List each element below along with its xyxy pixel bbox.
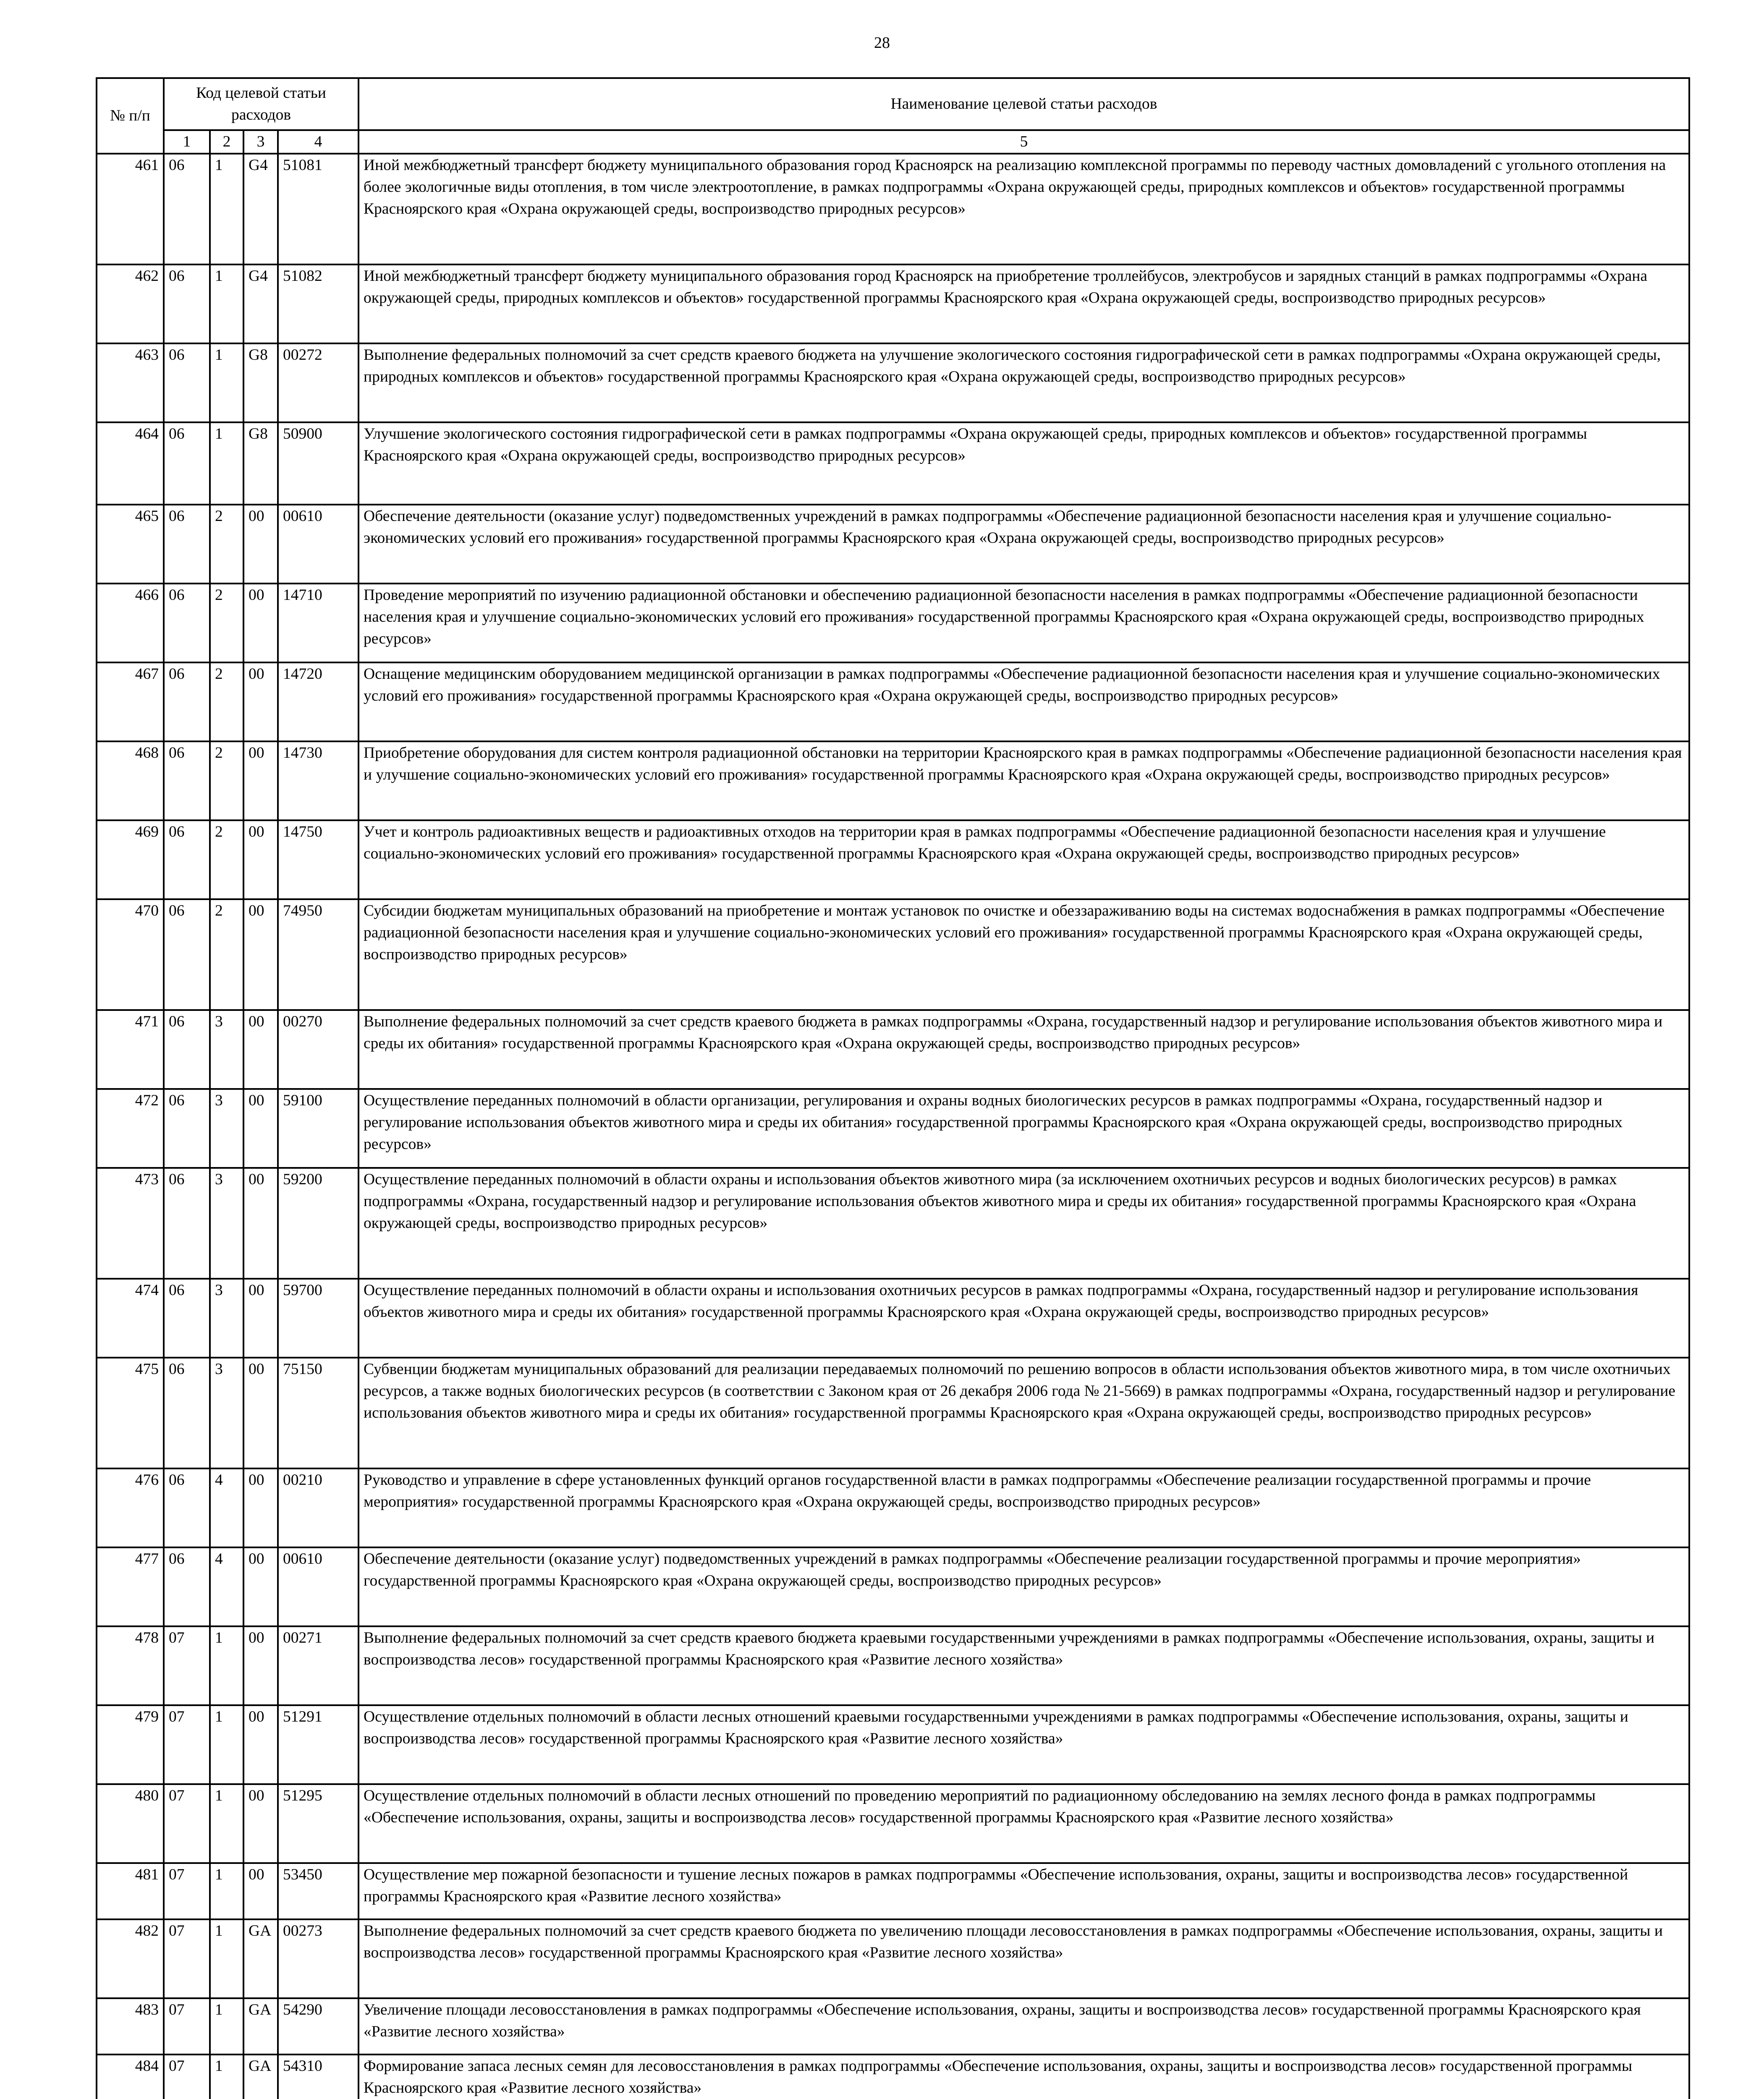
code-part-4: 59700 [278,1279,359,1358]
code-part-2: 3 [210,1168,243,1279]
row-number: 480 [97,1784,164,1863]
code-part-4: 74950 [278,899,359,1010]
code-part-1: 07 [164,1863,210,1919]
code-part-2: 2 [210,662,243,741]
table-row [97,1705,1689,1784]
code-part-4: 00610 [278,1547,359,1626]
item-name: Выполнение федеральных полномочий за счет средств краевого бюджета краевыми государственными учреждениями в рамках подпрограммы «Обеспечение использования, охраны, защиты и воспроизводства лесов» государственной программы Красноярского края «Развитие лесного хозяйства» [359,1626,1689,1705]
header-col-numbers-row [97,130,1689,154]
code-part-3: G4 [243,154,278,264]
row-number: 461 [97,154,164,264]
table-row [97,154,1689,264]
code-part-4: 14750 [278,820,359,899]
code-part-1: 06 [164,1168,210,1279]
code-part-2: 2 [210,741,243,820]
code-part-1: 06 [164,820,210,899]
code-part-3: 00 [243,584,278,662]
page-number: 28 [874,34,890,52]
item-name: Улучшение экологического состояния гидрографической сети в рамках подпрограммы «Охрана окружающей среды, природных комплексов и объектов» государственной программы Красноярского края «Охрана окружающей среды, воспроизводство природных ресурсов» [359,422,1689,505]
item-name: Осуществление переданных полномочий в области охраны и использования охотничьих ресурсов в рамках подпрограммы «Охрана, государственный надзор и регулирование использования объектов животного мира и среды их обитания» государственной программы Красноярского края «Охрана окружающей среды, воспроизводство природных ресурсов» [359,1279,1689,1358]
code-part-2: 1 [210,1998,243,2055]
row-number: 483 [97,1998,164,2055]
row-number: 474 [97,1279,164,1358]
code-part-2: 2 [210,584,243,662]
code-part-4: 50900 [278,422,359,505]
code-part-3: 00 [243,899,278,1010]
code-part-1: 07 [164,2055,210,2099]
row-number: 473 [97,1168,164,1279]
code-part-3: 00 [243,741,278,820]
table-row [97,422,1689,505]
code-part-3: 00 [243,662,278,741]
table-row [97,820,1689,899]
code-part-3: GA [243,1998,278,2055]
code-part-2: 3 [210,1089,243,1168]
code-part-3: 00 [243,1010,278,1089]
row-number: 463 [97,343,164,422]
code-part-1: 06 [164,1279,210,1358]
row-number: 470 [97,899,164,1010]
table-row [97,1863,1689,1919]
code-part-1: 06 [164,584,210,662]
code-part-3: 00 [243,1168,278,1279]
table-row [97,1919,1689,1998]
item-name: Субсидии бюджетам муниципальных образований на приобретение и монтаж установок по очистке и обеззараживанию воды на системах водоснабжения в рамках подпрограммы «Обеспечение радиационной безопасности населения края и улучшение социально-экономических условий его проживания» государственной программы Красноярского края «Охрана окружающей среды, воспроизводство природных ресурсов» [359,899,1689,1010]
row-number: 468 [97,741,164,820]
header-col-4: 4 [278,130,359,154]
table-row [97,584,1689,662]
code-part-4: 14730 [278,741,359,820]
code-part-1: 07 [164,1998,210,2055]
table-row [97,1998,1689,2055]
code-part-1: 06 [164,1358,210,1468]
code-part-4: 51295 [278,1784,359,1863]
code-part-2: 3 [210,1358,243,1468]
code-part-4: 51081 [278,154,359,264]
row-number: 484 [97,2055,164,2099]
code-part-4: 59200 [278,1168,359,1279]
code-part-2: 4 [210,1468,243,1547]
code-part-1: 06 [164,1089,210,1168]
code-part-4: 51291 [278,1705,359,1784]
code-part-2: 1 [210,264,243,343]
target-items-table [96,77,1690,2099]
header-col-3: 3 [243,130,278,154]
table-row [97,1279,1689,1358]
code-part-3: 00 [243,1468,278,1547]
code-part-2: 1 [210,422,243,505]
item-name: Осуществление отдельных полномочий в области лесных отношений краевыми государственными учреждениями в рамках подпрограммы «Обеспечение использования, охраны, защиты и воспроизводства лесов» государственной программы Красноярского края «Развитие лесного хозяйства» [359,1705,1689,1784]
row-number: 465 [97,505,164,584]
row-number: 467 [97,662,164,741]
code-part-3: G8 [243,422,278,505]
code-part-4: 00272 [278,343,359,422]
code-part-2: 1 [210,1626,243,1705]
code-part-3: 00 [243,1626,278,1705]
table-row [97,343,1689,422]
item-name: Иной межбюджетный трансферт бюджету муниципального образования город Красноярск на реализацию комплексной программы по переводу частных домовладений с угольного отопления на более экологичные виды отопления, в том числе электроотопление, в рамках подпрограммы «Охрана окружающей среды, природных комплексов и объектов» государственной программы Красноярского края «Охрана окружающей среды, воспроизводство природных ресурсов» [359,154,1689,264]
row-number: 464 [97,422,164,505]
code-part-3: 00 [243,1089,278,1168]
table-row [97,1168,1689,1279]
header-row [97,78,1689,130]
code-part-4: 54290 [278,1998,359,2055]
code-part-1: 06 [164,154,210,264]
code-part-2: 1 [210,1705,243,1784]
code-part-1: 06 [164,264,210,343]
row-number: 482 [97,1919,164,1998]
code-part-1: 06 [164,899,210,1010]
item-name: Приобретение оборудования для систем контроля радиационной обстановки на территории Красноярского края в рамках подпрограммы «Обеспечение радиационной безопасности населения края и улучшение социально-экономических условий его проживания» государственной программы Красноярского края «Охрана окружающей среды, воспроизводство природных ресурсов» [359,741,1689,820]
code-part-3: 00 [243,1863,278,1919]
row-number: 475 [97,1358,164,1468]
code-part-1: 06 [164,422,210,505]
table-row [97,505,1689,584]
code-part-2: 3 [210,1279,243,1358]
item-name: Осуществление мер пожарной безопасности и тушение лесных пожаров в рамках подпрограммы «Обеспечение использования, охраны, защиты и воспроизводства лесов» государственной программы Красноярского края «Развитие лесного хозяйства» [359,1863,1689,1919]
item-name: Выполнение федеральных полномочий за счет средств краевого бюджета в рамках подпрограммы «Охрана, государственный надзор и регулирование использования объектов животного мира и среды их обитания» государственной программы Красноярского края «Охрана окружающей среды, воспроизводство природных ресурсов» [359,1010,1689,1089]
header-name: Наименование целевой статьи расходов [359,78,1689,130]
code-part-3: 00 [243,1784,278,1863]
code-part-1: 06 [164,1547,210,1626]
code-part-1: 06 [164,343,210,422]
code-part-4: 00271 [278,1626,359,1705]
code-part-2: 1 [210,154,243,264]
code-part-4: 75150 [278,1358,359,1468]
code-part-3: 00 [243,505,278,584]
code-part-4: 54310 [278,2055,359,2099]
code-part-3: G8 [243,343,278,422]
code-part-4: 00273 [278,1919,359,1998]
row-number: 471 [97,1010,164,1089]
item-name: Осуществление переданных полномочий в области охраны и использования объектов животного мира (за исключением охотничьих ресурсов и водных биологических ресурсов) в рамках подпрограммы «Охрана, государственный надзор и регулирование использования объектов животного мира и среды их обитания» государственной программы Красноярского края «Охрана окружающей среды, воспроизводство природных ресурсов» [359,1168,1689,1279]
table-row [97,1468,1689,1547]
table-row [97,1547,1689,1626]
table-row [97,741,1689,820]
code-part-4: 00270 [278,1010,359,1089]
code-part-2: 1 [210,1863,243,1919]
row-number: 481 [97,1863,164,1919]
code-part-4: 00610 [278,505,359,584]
row-number: 466 [97,584,164,662]
row-number: 462 [97,264,164,343]
table-row [97,662,1689,741]
code-part-1: 07 [164,1784,210,1863]
code-part-2: 2 [210,820,243,899]
code-part-2: 1 [210,2055,243,2099]
code-part-2: 2 [210,899,243,1010]
code-part-2: 1 [210,1784,243,1863]
header-num: № п/п [97,78,164,154]
table-row [97,1010,1689,1089]
code-part-3: GA [243,2055,278,2099]
header-col-5: 5 [359,130,1689,154]
code-part-3: GA [243,1919,278,1998]
table-row [97,1784,1689,1863]
item-name: Выполнение федеральных полномочий за счет средств краевого бюджета по увеличению площади лесовосстановления в рамках подпрограммы «Обеспечение использования, охраны, защиты и воспроизводства лесов» государственной программы Красноярского края «Развитие лесного хозяйства» [359,1919,1689,1998]
row-number: 476 [97,1468,164,1547]
item-name: Субвенции бюджетам муниципальных образований для реализации передаваемых полномочий по решению вопросов в области использования объектов животного мира, в том числе охотничьих ресурсов, а также водных биологических ресурсов (в соответствии с Законом края от 26 декабря 2006 года № 21-5669) в рамках подпрограммы «Охрана, государственный надзор и регулирование использования объектов животного мира и среды их обитания» государственной программы Красноярского края «Охрана окружающей среды, воспроизводство природных ресурсов» [359,1358,1689,1468]
table-row [97,264,1689,343]
item-name: Формирование запаса лесных семян для лесовосстановления в рамках подпрограммы «Обеспечение использования, охраны, защиты и воспроизводства лесов» государственной программы Красноярского края «Развитие лесного хозяйства» [359,2055,1689,2099]
row-number: 479 [97,1705,164,1784]
code-part-3: 00 [243,820,278,899]
item-name: Увеличение площади лесовосстановления в рамках подпрограммы «Обеспечение использования, охраны, защиты и воспроизводства лесов» государственной программы Красноярского края «Развитие лесного хозяйства» [359,1998,1689,2055]
item-name: Оснащение медицинским оборудованием медицинской организации в рамках подпрограммы «Обеспечение радиационной безопасности населения края и улучшение социально-экономических условий его проживания» государственной программы Красноярского края «Охрана окружающей среды, воспроизводство природных ресурсов» [359,662,1689,741]
code-part-1: 06 [164,505,210,584]
code-part-2: 4 [210,1547,243,1626]
item-name: Обеспечение деятельности (оказание услуг) подведомственных учреждений в рамках подпрограммы «Обеспечение реализации государственной программы и прочие мероприятия» государственной программы Красноярского края «Охрана окружающей среды, воспроизводство природных ресурсов» [359,1547,1689,1626]
table-row [97,2055,1689,2099]
header-col-2: 2 [210,130,243,154]
table-row [97,899,1689,1010]
header-col-1: 1 [164,130,210,154]
item-name: Проведение мероприятий по изучению радиационной обстановки и обеспечению радиационной безопасности населения в рамках подпрограммы «Обеспечение радиационной безопасности населения края и улучшение социально-экономических условий его проживания» государственной программы Красноярского края «Охрана окружающей среды, воспроизводство природных ресурсов» [359,584,1689,662]
table-body [97,154,1689,2099]
row-number: 472 [97,1089,164,1168]
code-part-4: 14710 [278,584,359,662]
item-name: Осуществление переданных полномочий в области организации, регулирования и охраны водных биологических ресурсов в рамках подпрограммы «Охрана, государственный надзор и регулирование использования объектов животного мира и среды их обитания» государственной программы Красноярского края «Охрана окружающей среды, воспроизводство природных ресурсов» [359,1089,1689,1168]
code-part-2: 2 [210,505,243,584]
code-part-4: 00210 [278,1468,359,1547]
code-part-1: 06 [164,1468,210,1547]
code-part-2: 1 [210,343,243,422]
code-part-4: 51082 [278,264,359,343]
item-name: Обеспечение деятельности (оказание услуг) подведомственных учреждений в рамках подпрограммы «Обеспечение радиационной безопасности населения края и улучшение социально-экономических условий его проживания» государственной программы Красноярского края «Охрана окружающей среды, воспроизводство природных ресурсов» [359,505,1689,584]
code-part-3: 00 [243,1358,278,1468]
header-code: Код целевой статьи расходов [164,78,359,130]
table-row [97,1358,1689,1468]
code-part-1: 06 [164,741,210,820]
table-row [97,1626,1689,1705]
code-part-1: 06 [164,662,210,741]
code-part-4: 59100 [278,1089,359,1168]
code-part-4: 53450 [278,1863,359,1919]
row-number: 469 [97,820,164,899]
code-part-3: 00 [243,1279,278,1358]
code-part-2: 3 [210,1010,243,1089]
item-name: Иной межбюджетный трансферт бюджету муниципального образования город Красноярск на приобретение троллейбусов, электробусов и зарядных станций в рамках подпрограммы «Охрана окружающей среды, природных комплексов и объектов» государственной программы Красноярского края «Охрана окружающей среды, воспроизводство природных ресурсов» [359,264,1689,343]
item-name: Осуществление отдельных полномочий в области лесных отношений по проведению мероприятий по радиационному обследованию на землях лесного фонда в рамках подпрограммы «Обеспечение использования, охраны, защиты и воспроизводства лесов» государственной программы Красноярского края «Развитие лесного хозяйства» [359,1784,1689,1863]
table-row [97,1089,1689,1168]
item-name: Выполнение федеральных полномочий за счет средств краевого бюджета на улучшение экологического состояния гидрографической сети в рамках подпрограммы «Охрана окружающей среды, природных комплексов и объектов» государственной программы Красноярского края «Охрана окружающей среды, воспроизводство природных ресурсов» [359,343,1689,422]
code-part-1: 07 [164,1626,210,1705]
code-part-3: 00 [243,1547,278,1626]
code-part-1: 07 [164,1919,210,1998]
code-part-3: G4 [243,264,278,343]
code-part-4: 14720 [278,662,359,741]
code-part-1: 07 [164,1705,210,1784]
code-part-2: 1 [210,1919,243,1998]
item-name: Учет и контроль радиоактивных веществ и радиоактивных отходов на территории края в рамках подпрограммы «Обеспечение радиационной безопасности населения края и улучшение социально-экономических условий его проживания» государственной программы Красноярского края «Охрана окружающей среды, воспроизводство природных ресурсов» [359,820,1689,899]
row-number: 477 [97,1547,164,1626]
code-part-1: 06 [164,1010,210,1089]
row-number: 478 [97,1626,164,1705]
code-part-3: 00 [243,1705,278,1784]
item-name: Руководство и управление в сфере установленных функций органов государственной власти в рамках подпрограммы «Обеспечение реализации государственной программы и прочие мероприятия» государственной программы Красноярского края «Охрана окружающей среды, воспроизводство природных ресурсов» [359,1468,1689,1547]
